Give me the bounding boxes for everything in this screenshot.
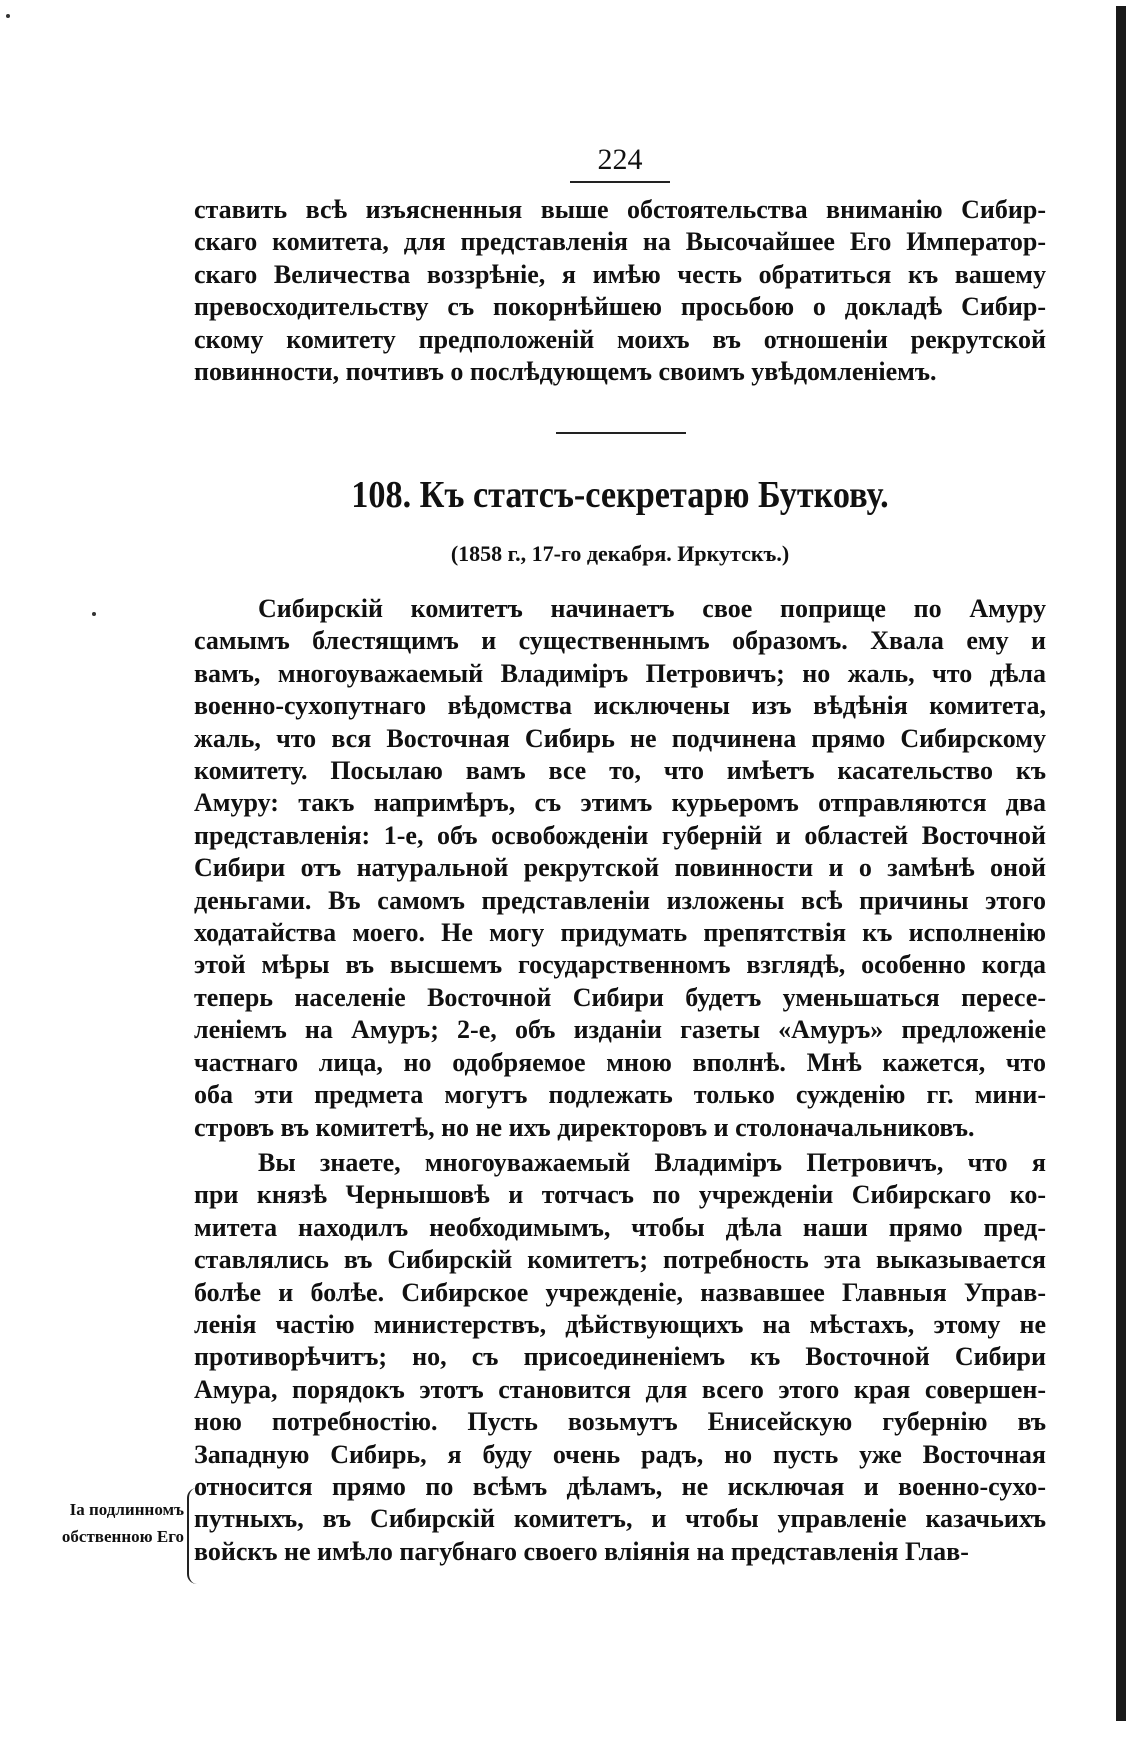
- text-line: леніемъ на Амуръ; 2-е, объ изданіи газеты «Амуръ» предложеніе: [194, 1015, 1046, 1045]
- text-line: относится прямо по всѣмъ дѣламъ, не исключая и военно-сухо-: [194, 1472, 1046, 1502]
- margin-note-line-1: Іа подлинномъ: [69, 1500, 184, 1519]
- section-separator: [556, 432, 686, 434]
- margin-brace: [187, 1488, 199, 1584]
- text-line: скаго комитета, для представленія на Высочайшее Его Император-: [194, 227, 1046, 257]
- text-line: деньгами. Въ самомъ представленіи изложены всѣ причины этого: [194, 885, 1046, 915]
- text-line: ставлялись въ Сибирскій комитетъ; потребность эта выказывается: [194, 1245, 1046, 1275]
- text-line: вамъ, многоуважаемый Владиміръ Петровичъ; но жаль, что дѣла: [194, 658, 1046, 688]
- text-line: войскъ не имѣло пагубнаго своего вліянія на представленія Глав-: [194, 1536, 969, 1566]
- text-line: при князѣ Чернышовѣ и тотчасъ по учрежденіи Сибирскаго ко-: [194, 1180, 1046, 1210]
- text-line: противорѣчитъ; но, съ присоединеніемъ къ Восточной Сибири: [194, 1342, 1046, 1372]
- text-line: Вы знаете, многоуважаемый Владиміръ Петровичъ, что я: [258, 1148, 1046, 1177]
- text-line: митета находилъ необходимымъ, чтобы дѣла наши прямо пред-: [194, 1212, 1046, 1242]
- text-line: самымъ блестящимъ и существеннымъ образомъ. Хвала ему и: [194, 626, 1046, 656]
- letter-paragraph-1: [194, 593, 1046, 1144]
- scan-speck: [6, 14, 10, 18]
- text-line: оба эти предмета могутъ подлежать только сужденію гг. мини-: [194, 1080, 1046, 1110]
- margin-note-line-2: обственною Его: [61, 1527, 184, 1546]
- text-line: путныхъ, въ Сибирскій комитетъ, и чтобы управленіе казачьихъ: [194, 1504, 1046, 1534]
- text-line: стровъ въ комитетѣ, но не ихъ директоровъ и столоначальниковъ.: [194, 1112, 975, 1142]
- text-line: скаго Величества воззрѣніе, я имѣю честь обратиться къ вашему: [194, 259, 1046, 289]
- text-line: превосходительству съ покорнѣйшею просьбою о докладѣ Сибир-: [194, 292, 1046, 322]
- text-line: ленія частію министерствъ, дѣйствующихъ на мѣстахъ, этому не: [194, 1310, 1046, 1340]
- text-line: Сибирскій комитетъ начинаетъ свое поприще по Амуру: [258, 594, 1046, 623]
- text-line: скому комитету предположеній моихъ въ отношеніи рекрутской: [194, 324, 1046, 354]
- intro-paragraph: [194, 194, 1046, 388]
- text-line: представленія: 1-е, объ освобожденіи губерній и областей Восточной: [194, 820, 1046, 850]
- text-line: ною потребностію. Пусть возьмутъ Енисейскую губернію въ: [194, 1407, 1046, 1437]
- letter-dateline: (1858 г., 17-го декабря. Иркутскъ.): [450, 541, 790, 566]
- text-line: повинности, почтивъ о послѣдующемъ своимъ увѣдомленіемъ.: [194, 357, 937, 387]
- text-line: этой мѣры въ высшемъ государственномъ взглядѣ, особенно когда: [194, 950, 1046, 980]
- letter-paragraph-2: [194, 1147, 1046, 1568]
- text-line: Сибири отъ натуральной рекрутской повинности и о замѣнѣ оной: [194, 853, 1046, 883]
- text-line: болѣе и болѣе. Сибирское учрежденіе, назвавшее Главныя Управ-: [194, 1277, 1046, 1307]
- text-line: частнаго лица, но одобряемое мною вполнѣ. Мнѣ кажется, что: [194, 1047, 1046, 1077]
- scan-speck: [92, 612, 96, 616]
- text-line: жаль, что вся Восточная Сибирь не подчинена прямо Сибирскому: [194, 723, 1046, 753]
- scanned-page-edge-shadow: [1116, 6, 1126, 1721]
- page-number-underline: [570, 181, 670, 183]
- text-line: Амура, порядокъ этотъ становится для всего этого края совершен-: [194, 1374, 1046, 1404]
- text-line: Амуру: такъ напримѣръ, съ этимъ курьеромъ отправляются два: [194, 788, 1046, 818]
- text-line: ходатайства моего. Не могу придумать препятствія къ исполненію: [194, 918, 1046, 948]
- text-line: ставить всѣ изъясненныя выше обстоятельства вниманію Сибир-: [194, 195, 1046, 224]
- text-line: военно-сухопутнаго вѣдомства исключены изъ вѣдѣнія комитета,: [194, 691, 1046, 721]
- text-line: Западную Сибирь, я буду очень радъ, но пусть уже Восточная: [194, 1439, 1046, 1469]
- text-line: комитету. Посылаю вамъ все то, что имѣетъ касательство къ: [194, 756, 1046, 786]
- text-line: теперь населеніе Восточной Сибири будетъ уменьшаться пересе-: [194, 982, 1046, 1012]
- page-number: 224: [597, 143, 643, 176]
- letter-heading: 108. Къ статсъ-секретарю Буткову.: [351, 474, 889, 516]
